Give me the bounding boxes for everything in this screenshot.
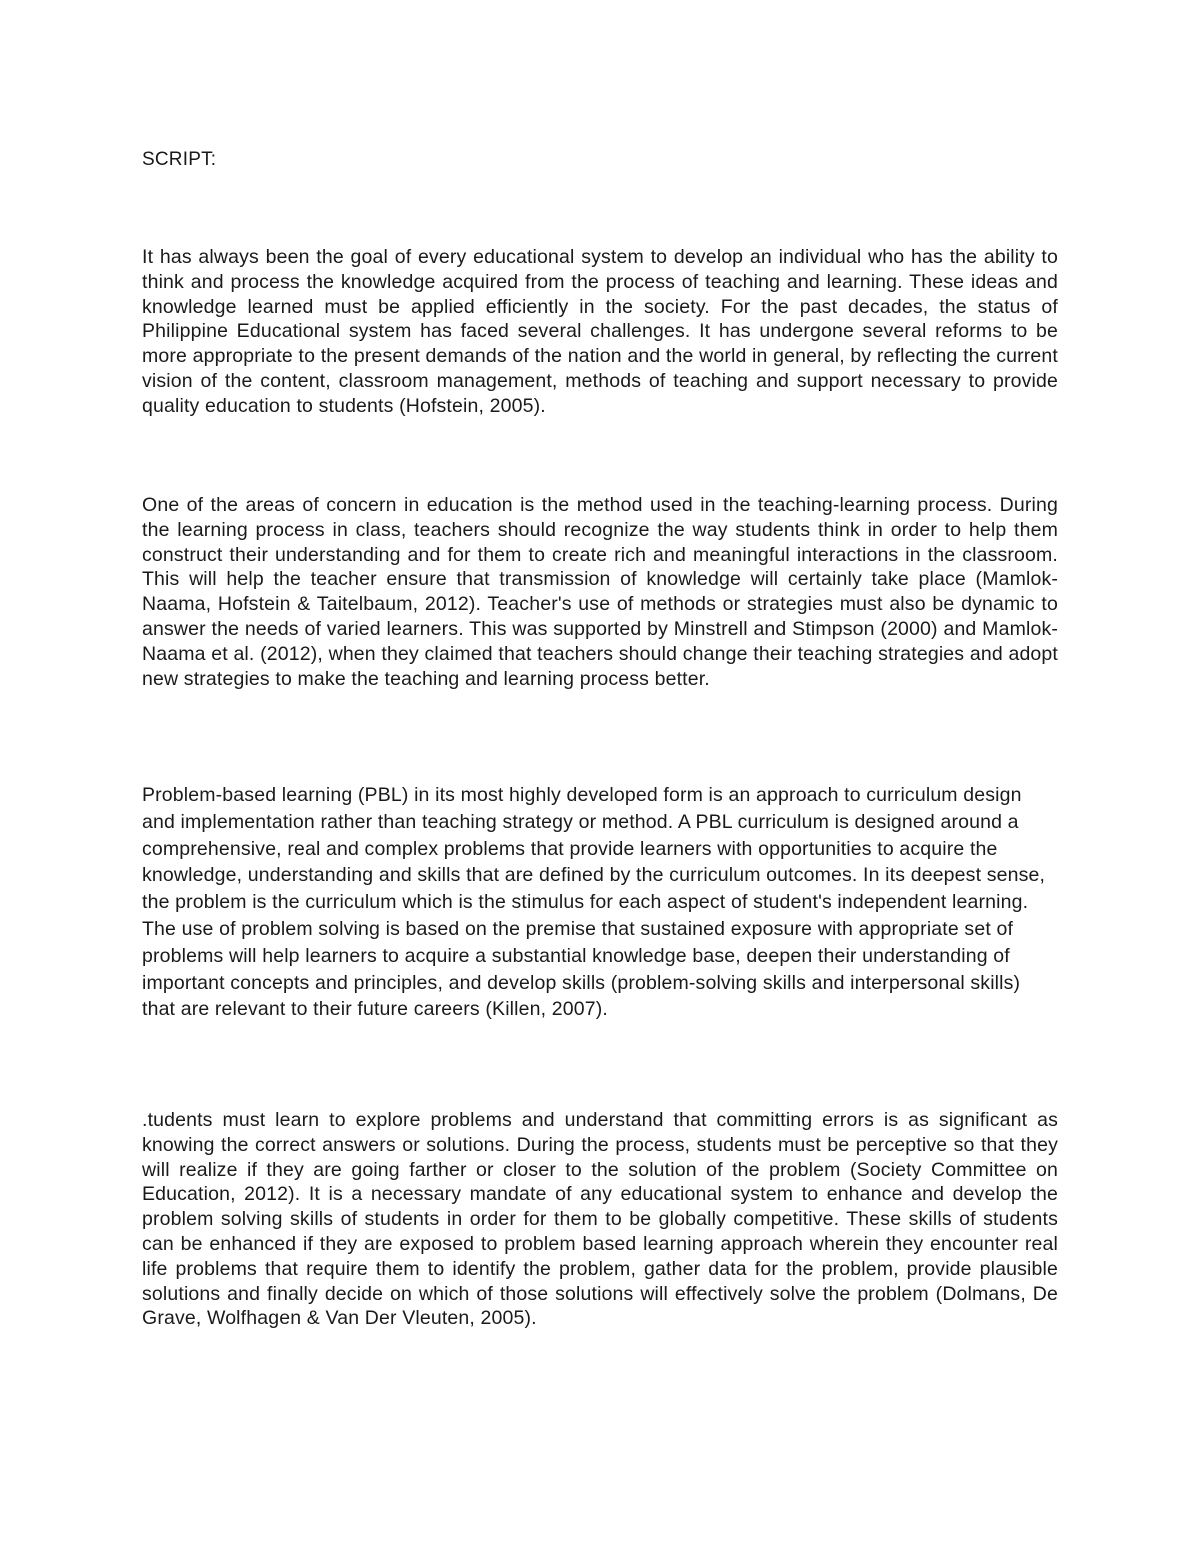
page-title: SCRIPT: [142, 149, 217, 170]
paragraph-teaching-method: One of the areas of concern in education is the method used in the teaching-learning process. During the learning process in class, teachers should recognize the way students think in order to help them construct their understanding and for them to create rich and meaningful interactions in the classroom. This will help the teacher ensure that transmission of knowledge will certainly take place (Mamlok-Naama, Hofstein & Taitelbaum, 2012). Teacher's use of methods or strategies must also be dynamic to answer the needs of varied learners. This was supported by Minstrell and Stimpson (2000) and Mamlok-Naama et al. (2012), when they claimed that teachers should change their teaching strategies and adopt new strategies to make the teaching and learning process better. [142, 494, 1058, 690]
paragraph-problem-based-learning: Problem-based learning (PBL) in its most highly developed form is an approach to curriculum design and implementation rather than teaching strategy or method. A PBL curriculum is designed around a comprehensive, real and complex problems that provide learners with opportunities to acquire the knowledge, understanding and skills that are defined by the curriculum outcomes. In its deepest sense, the problem is the curriculum which is the stimulus for each aspect of student's independent learning. The use of problem solving is based on the premise that sustained exposure with appropriate set of problems will help learners to acquire a substantial knowledge base, deepen their understanding of important concepts and principles, and develop skills (problem-solving skills and interpersonal skills) that are relevant to their future careers (Killen, 2007). [142, 784, 1046, 1021]
paragraph-educational-goal: It has always been the goal of every educational system to develop an individual who has the ability to think and process the knowledge acquired from the process of teaching and learning. These ideas and knowledge learned must be applied efficiently in the society. For the past decades, the status of Philippine Educational system has faced several challenges. It has undergone several reforms to be more appropriate to the present demands of the nation and the world in general, by reflecting the current vision of the content, classroom management, methods of teaching and support necessary to provide quality education to students (Hofstein, 2005). [142, 246, 1058, 417]
paragraph-problem-solving-skills: .tudents must learn to explore problems and understand that committing errors is as significant as knowing the correct answers or solutions. During the process, students must be perceptive so that they will realize if they are going farther or closer to the solution of the problem (Society Committee on Education, 2012). It is a necessary mandate of any educational system to enhance and develop the problem solving skills of students in order for them to be globally competitive. These skills of students can be enhanced if they are exposed to problem based learning approach wherein they encounter real life problems that require them to identify the problem, gather data for the problem, provide plausible solutions and finally decide on which of those solutions will effectively solve the problem (Dolmans, De Grave, Wolfhagen & Van Der Vleuten, 2005). [142, 1109, 1058, 1330]
